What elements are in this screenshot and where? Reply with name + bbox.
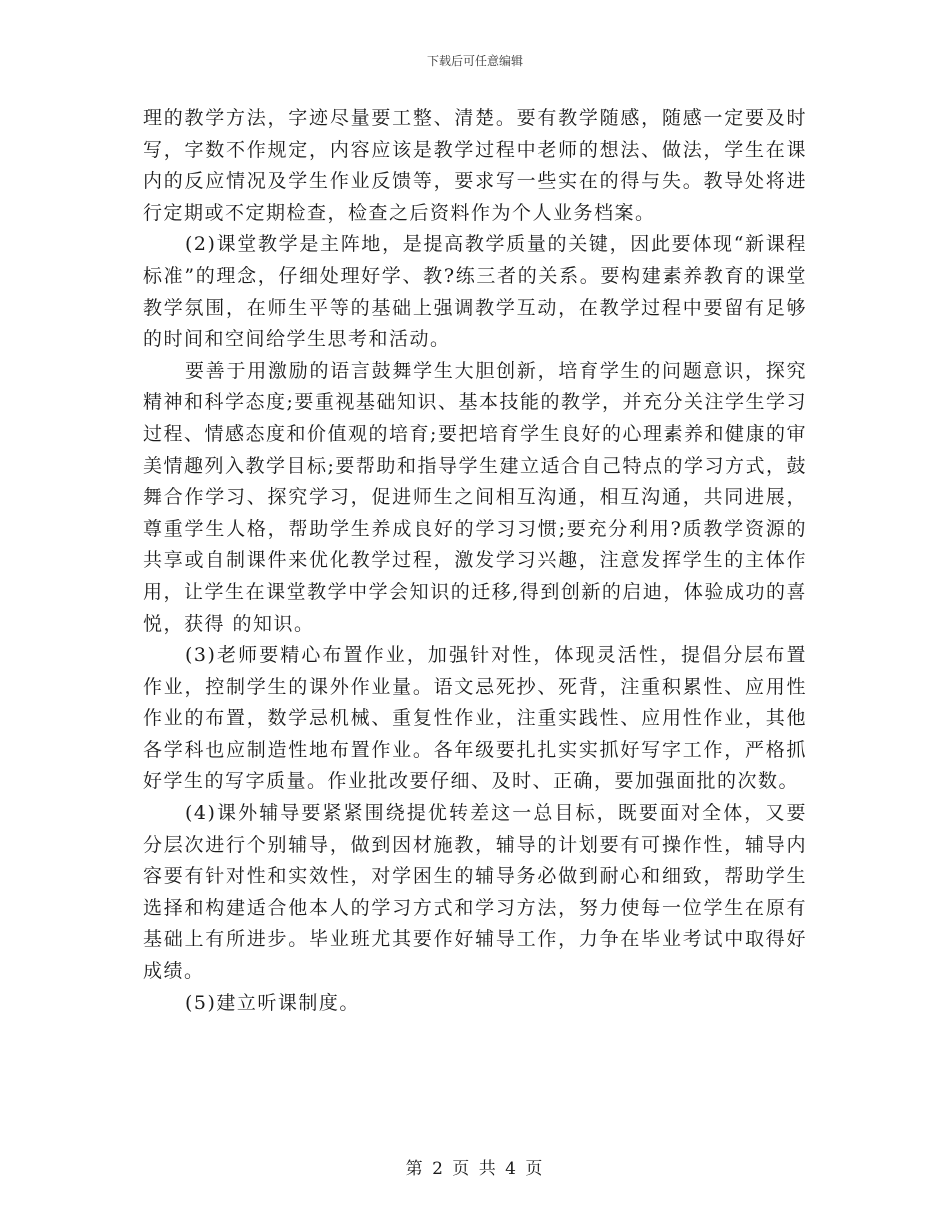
document-body bbox=[143, 103, 807, 1019]
paragraph-encouragement: 要善于用激励的语言鼓舞学生大胆创新，培育学生的问题意识，探究精神和科学态度;要重视基础知识、基本技能的教学，并充分关注学生学习过程、情感态度和价值观的培育;要把培育学生良好的心理素养和健康的审美情趣列入教学目标;要帮助和指导学生建立适合自己特点的学习方式，鼓舞合作学习、探究学习，促进师生之间相互沟通，相互沟通，共同进展，尊重学生人格，帮助学生养成良好的学习习惯;要充分利用?质教学资源的共享或自制课件来优化教学过程，激发学习兴趣，注意发挥学生的主体作用，让学生在课堂教学中学会知识的迁移,得到创新的启迪，体验成功的喜悦，获得 的知识。 bbox=[143, 359, 807, 635]
page-header: 下载后可任意编辑 bbox=[426, 54, 523, 68]
paragraph-item-2: (2)课堂教学是主阵地，是提高教学质量的关键，因此要体现“新课程标准”的理念，仔细处理好学、教?练三者的关系。要构建素养教育的课堂教学氛围，在师生平等的基础上强调教学互动，在教学过程中要留有足够的时间和空间给学生思考和活动。 bbox=[143, 233, 807, 351]
paragraph-item-4: (4)课外辅导要紧紧围绕提优转差这一总目标，既要面对全体，又要分层次进行个别辅导，做到因材施教，辅导的计划要有可操作性，辅导内容要有针对性和实效性，对学困生的辅导务必做到耐心和细致，帮助学生选择和构建适合他本人的学习方式和学习方法，努力使每一位学生在原有基础上有所进步。毕业班尤其要作好辅导工作，力争在毕业考试中取得好成绩。 bbox=[143, 802, 807, 983]
paragraph-item-5: (5)建立听课制度。 bbox=[185, 991, 360, 1014]
paragraph-item-3: (3)老师要精心布置作业，加强针对性，体现灵活性，提倡分层布置作业，控制学生的课外作业量。语文忌死抄、死背，注重积累性、应用性作业的布置，数学忌机械、重复性作业，注重实践性、应用性作业，其他各学科也应制造性地布置作业。各年级要扎扎实实抓好写字工作，严格抓好学生的写字质量。作业批改要仔细、及时、正确，要加强面批的次数。 bbox=[143, 644, 807, 793]
paragraph-continued: 理的教学方法，字迹尽量要工整、清楚。要有教学随感，随感一定要及时写，字数不作规定，内容应该是教学过程中老师的想法、做法，学生在课内的反应情况及学生作业反馈等，要求写一些实在的得与失。教导处将进行定期或不定期检查，检查之后资料作为个人业务档案。 bbox=[143, 107, 807, 224]
page-number-footer: 第 2 页 共 4 页 bbox=[405, 1159, 545, 1179]
